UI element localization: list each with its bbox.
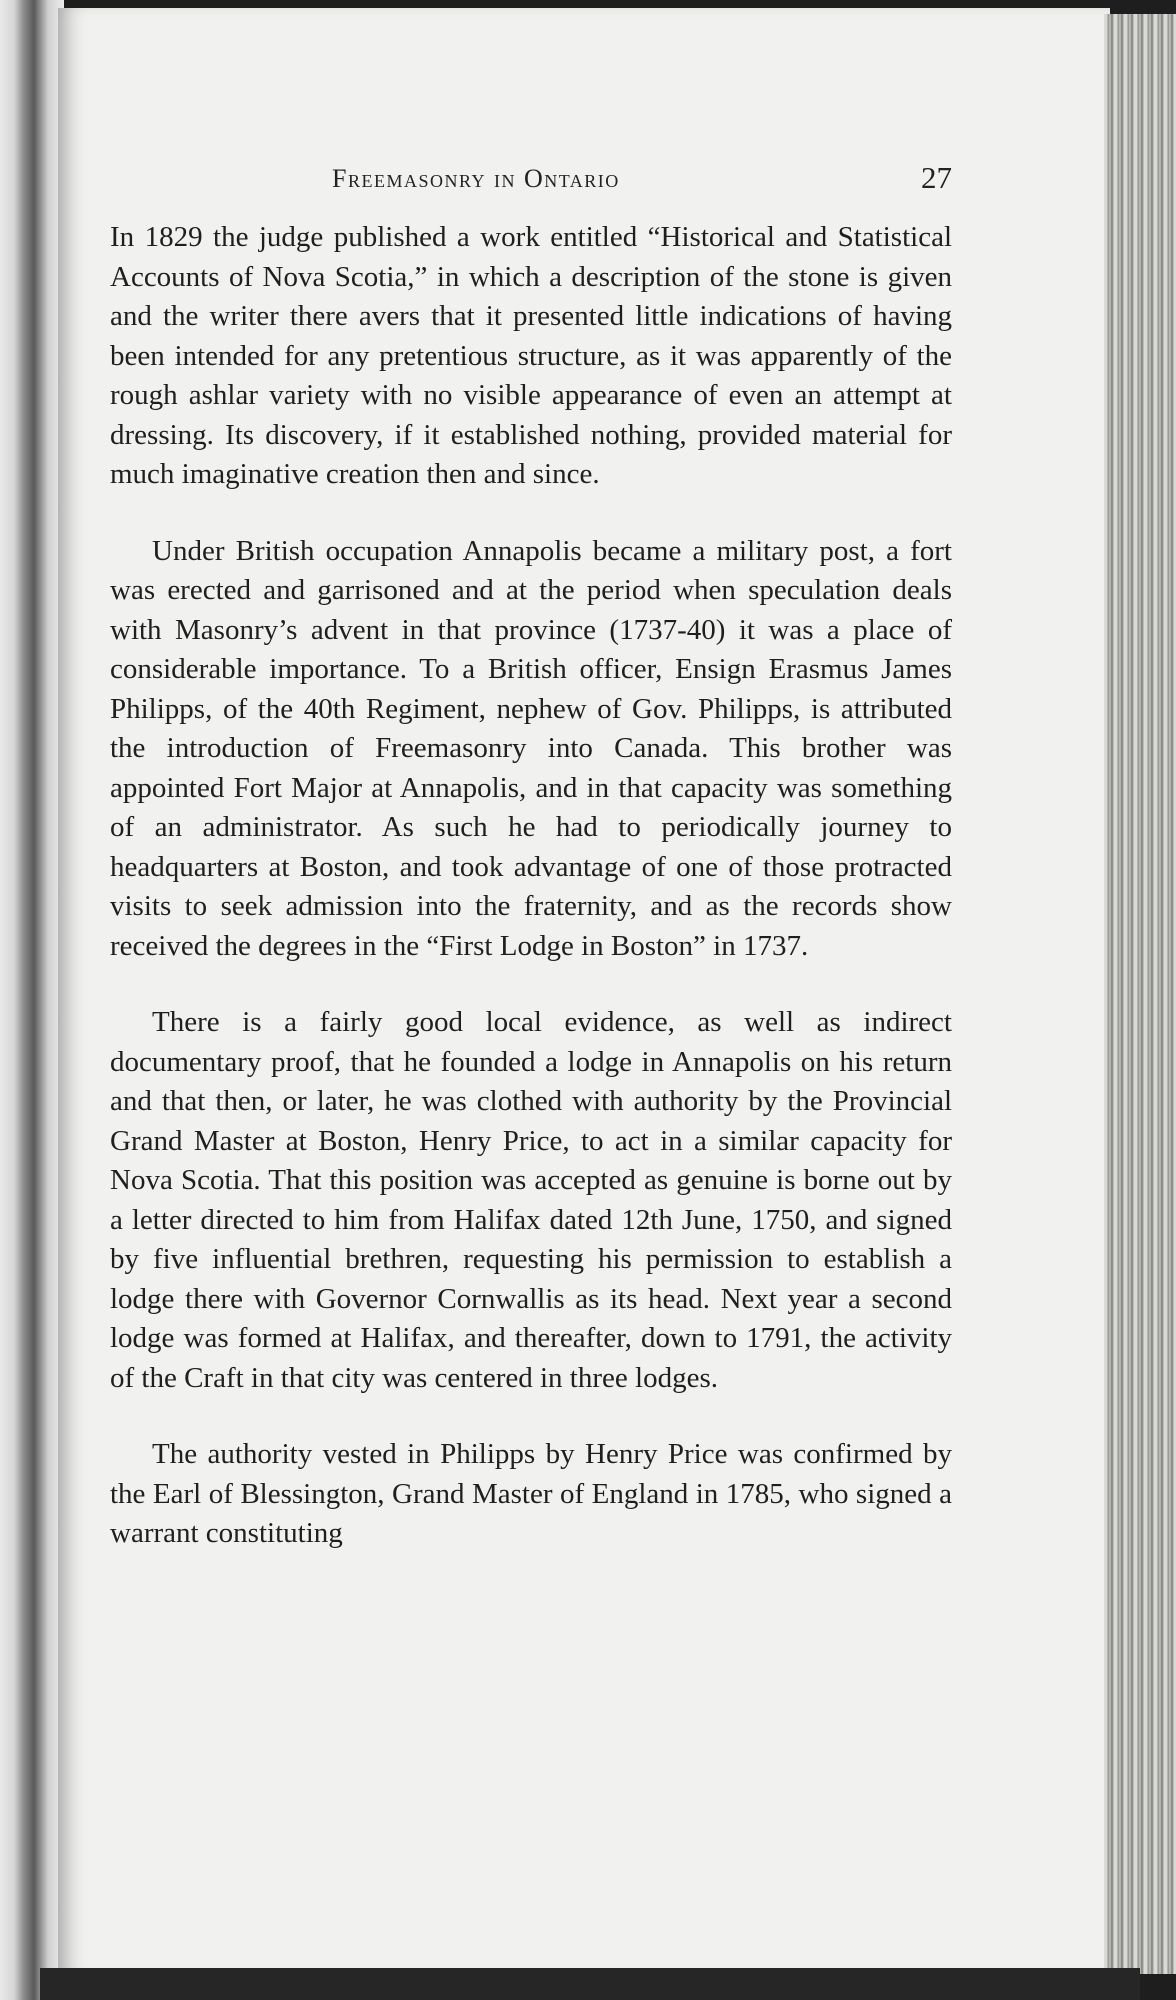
paragraph-2: Under British occupation Annapolis became a military post, a fort was erected and garrisoned and at the period when speculation deals with Masonry’s advent in that province (1737-40) it was a place of considerable importance. To a British officer, Ensign Erasmus James Philipps, of the 40th Regiment, nephew of Gov. Philipps, is attributed the introduction of Freemasonry into Canada. This brother was appointed Fort Major at Annapolis, and in that capacity was something of an administrator. As such he had to periodically journey to headquarters at Boston, and took advantage of one of those protracted visits to seek admission into the fraternity, and as the records show received the degrees in the “First Lodge in Boston” in 1737. [110,534,952,962]
page-stack-edge [1104,14,1176,1974]
page-number: 27 [921,160,952,195]
body-text [110,218,952,1591]
page-header [110,160,952,208]
running-head: Freemasonry in Ontario [332,164,620,193]
paragraph-4: The authority vested in Philipps by Henry Price was confirmed by the Earl of Blessington, Grand Master of England in 1785, who signed a warrant constituting [110,1438,952,1549]
paragraph-1: In 1829 the judge published a work entitled “Historical and Statistical Accounts of Nova Scotia,” in which a description of the stone is given and the writer there avers that it presented little indications of having been intended for any pretentious structure, as it was apparently of the rough ashlar variety with no visible appearance of even an attempt at dressing. Its discovery, if it established nothing, provided material for much imaginative creation then and since. [110,221,952,490]
paragraph-3: There is a fairly good local evidence, as well as indirect documentary proof, that he founded a lodge in Annapolis on his return and that then, or later, he was clothed with authority by the Provincial Grand Master at Boston, Henry Price, to act in a similar capacity for Nova Scotia. That this position was accepted as genuine is borne out by a letter directed to him from Halifax dated 12th June, 1750, and signed by five influential brethren, requesting his permission to establish a lodge there with Governor Cornwallis as its head. Next year a second lodge was formed at Halifax, and thereafter, down to 1791, the activity of the Craft in that city was centered in three lodges. [110,1006,952,1394]
scan-bottom-border [40,1968,1140,2000]
book-binding-edge [0,0,64,2000]
